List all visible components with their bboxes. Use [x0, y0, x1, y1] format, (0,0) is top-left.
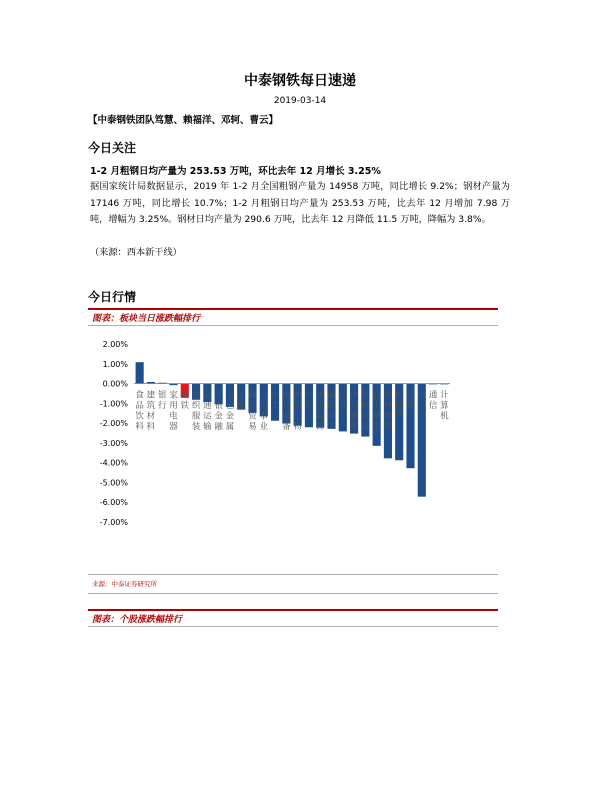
y-tick-label: -2.00% — [99, 419, 128, 429]
x-tick-label: 商业贸易 — [248, 390, 257, 433]
figure1-top-rule — [88, 308, 498, 310]
news-headline: 1-2 月粗钢日均产量为 253.53 万吨，环比去年 12 月增长 3.25% — [90, 166, 381, 177]
x-tick-label: 钢铁 — [180, 390, 190, 412]
x-tick-label: 计算机 — [440, 390, 449, 422]
y-tick-label: -1.00% — [99, 399, 128, 409]
x-tick-label: 建筑装饰 — [315, 390, 325, 433]
x-tick-label: 纺织服装 — [191, 390, 201, 433]
y-tick-label: 2.00% — [102, 340, 128, 349]
news-body: 据国家统计局数据显示，2019 年 1-2 月全国粗钢产量为 14958 万吨，同比增长 9.2%；钢材产量为 17146 万吨，同比增长 10.7%；1-2 月粗钢日均产量为 253.53 万吨，比去年 12 月增加 7.98 万吨，增幅为 3.25%。钢材日均产量为 290.6 万吨，比去年 12 月降低 11.5 万吨，降幅为 3.8%。 — [90, 181, 510, 225]
x-tick-label: 食品饮料 — [135, 390, 144, 433]
report-date: 2019-03-14 — [273, 96, 327, 106]
x-tick-label: 综合 — [338, 390, 348, 412]
x-tick-label: 传媒 — [406, 390, 415, 412]
x-tick-label: 农林牧渔 — [383, 390, 393, 433]
figure1-bottom-rule — [88, 574, 498, 575]
y-tick-label: -7.00% — [99, 518, 128, 527]
x-tick-label: 房地产 — [394, 390, 404, 422]
bar-食品饮料 — [136, 362, 144, 383]
sector-change-chart — [88, 326, 468, 536]
y-tick-label: -4.00% — [99, 458, 128, 468]
market-heading: 今日行情 — [88, 290, 137, 304]
x-tick-label: 建筑材料 — [146, 390, 156, 433]
report-title: 中泰钢铁每日速递 — [244, 73, 356, 89]
x-tick-label: 非银金融 — [214, 390, 223, 433]
x-tick-label: 轻工制造 — [372, 390, 381, 433]
x-tick-label: 通信 — [428, 390, 438, 412]
x-tick-label: 化工 — [270, 390, 280, 412]
x-tick-label: 国防军工 — [327, 390, 336, 433]
x-tick-label: 机械设备 — [361, 390, 370, 433]
y-tick-label: 1.00% — [102, 359, 128, 369]
y-tick-label: -6.00% — [99, 498, 128, 508]
figure1-label: 图表：板块当日涨跌幅排行 — [92, 314, 201, 324]
figure1-end-rule — [88, 593, 498, 594]
y-tick-label: -5.00% — [99, 478, 128, 488]
y-tick-label: 0.00% — [102, 379, 128, 389]
figure2-label: 图表：个股涨跌幅排行 — [92, 615, 183, 625]
figure2-sub-rule — [88, 626, 498, 627]
figure2-top-rule — [88, 609, 498, 611]
x-tick-label: 采掘 — [236, 390, 246, 412]
x-tick-label: 电子 — [417, 390, 427, 412]
x-tick-label: 家用电器 — [169, 390, 178, 433]
x-tick-label: 休闲服务 — [349, 390, 359, 433]
report-authors: 【中泰钢铁团队笃慧、赖福洋、邓轲、曹云】 — [88, 115, 279, 126]
news-source: （来源：西本新干线） — [90, 247, 182, 258]
figure1-source: 来源：中泰证券研究所 — [92, 580, 157, 588]
x-tick-label: 公用事业 — [259, 390, 269, 433]
y-tick-label: -3.00% — [99, 438, 128, 448]
x-tick-label: 汽车 — [304, 390, 314, 412]
today-focus-heading: 今日关注 — [88, 141, 137, 155]
x-tick-label: 医药生物 — [293, 390, 302, 433]
x-tick-label: 银行 — [157, 390, 167, 412]
x-tick-label: 交通运输 — [203, 390, 212, 433]
x-tick-label: 有色金属 — [225, 390, 235, 433]
x-tick-label: 电气设备 — [282, 390, 291, 433]
